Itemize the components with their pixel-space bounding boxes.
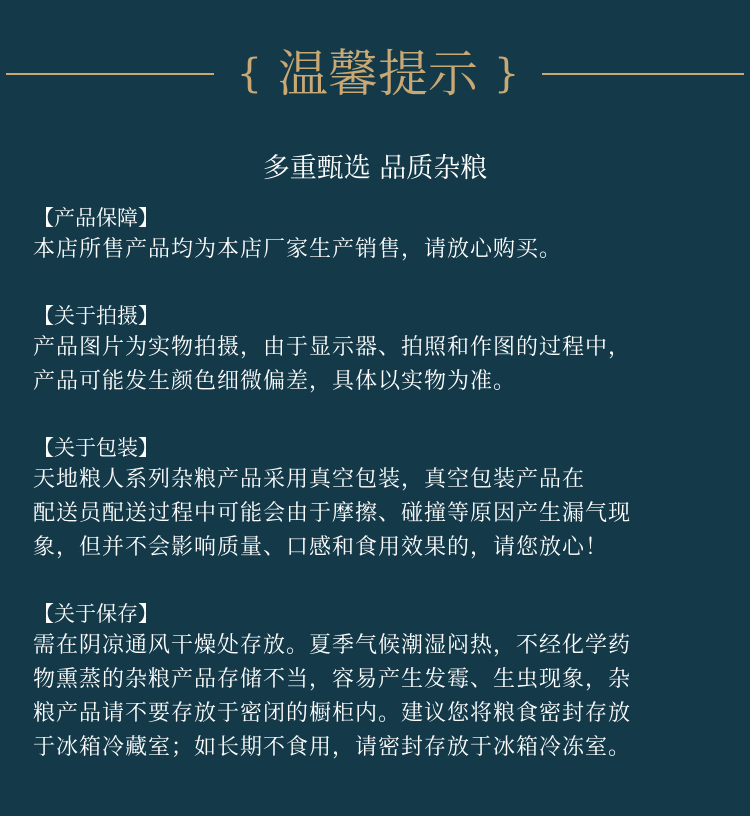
section-product-guarantee — [33, 203, 733, 267]
section-line: 配送员配送过程中可能会由于摩擦、碰撞等原因产生漏气现 — [33, 501, 632, 526]
header — [0, 40, 750, 108]
section-line: 象，但并不会影响质量、口感和食用效果的，请您放心！ — [33, 535, 609, 560]
section-line: 于冰箱冷藏室；如长期不食用，请密封存放于冰箱冷冻室。 — [33, 735, 632, 760]
header-divider-right — [542, 73, 744, 75]
header-divider-left — [6, 73, 214, 75]
section-line: 产品可能发生颜色细微偏差，具体以实物为准。 — [33, 369, 517, 394]
section-line: 产品图片为实物拍摄，由于显示器、拍照和作图的过程中， — [33, 335, 632, 360]
section-title: 【关于包装】 — [33, 436, 159, 460]
section-title: 【关于拍摄】 — [33, 304, 159, 328]
section-photography — [33, 301, 733, 399]
section-line: 天地粮人系列杂粮产品采用真空包装，真空包装产品在 — [33, 467, 586, 492]
subtitle: 多重甄选 品质杂粮 — [262, 153, 488, 184]
section-line: 需在阴凉通风干燥处存放。夏季气候潮湿闷热，不经化学药 — [33, 633, 632, 658]
brace-left: { — [236, 51, 263, 97]
section-line: 本店所售产品均为本店厂家生产销售，请放心购买。 — [33, 237, 563, 262]
page-title — [214, 40, 542, 108]
section-storage — [33, 599, 733, 765]
brace-right: } — [493, 51, 520, 97]
notice-content — [33, 203, 733, 799]
section-title: 【关于保存】 — [33, 602, 159, 626]
section-packaging — [33, 433, 733, 565]
page-title-text: 温馨提示 — [278, 45, 478, 103]
section-title: 【产品保障】 — [33, 206, 159, 230]
section-line: 物熏蒸的杂粮产品存储不当，容易产生发霉、生虫现象，杂 — [33, 667, 632, 692]
section-line: 粮产品请不要存放于密闭的橱柜内。建议您将粮食密封存放 — [33, 701, 632, 726]
